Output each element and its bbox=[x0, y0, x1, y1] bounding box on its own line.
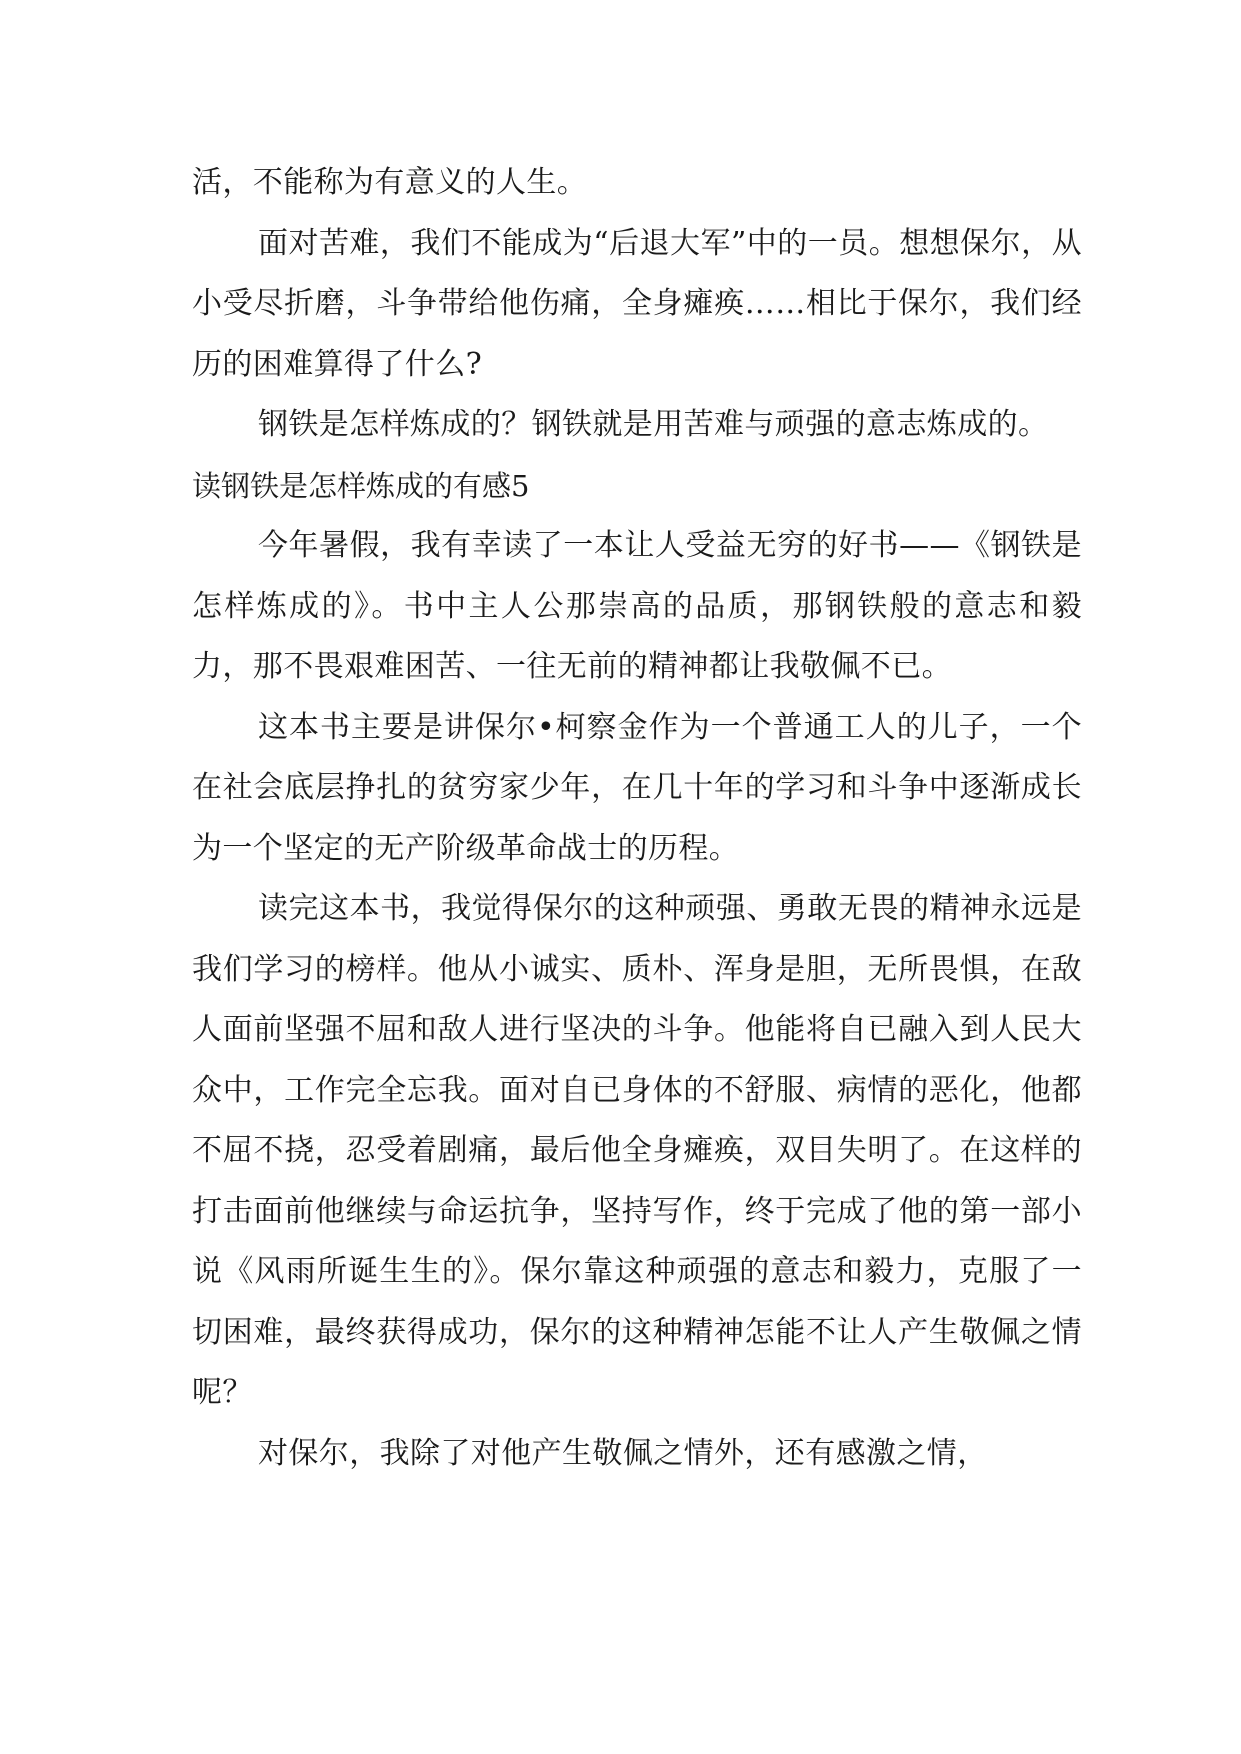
paragraph: 面对苦难，我们不能成为“后退大军”中的一员。想想保尔，从小受尽折磨，斗争带给他伤痛，全身瘫痪……相比于保尔，我们经历的困难算得了什么? bbox=[192, 225, 1082, 382]
paragraph: 对保尔，我除了对他产生敬佩之情外，还有感激之情， bbox=[258, 1435, 988, 1471]
paragraph-continuation: 活，不能称为有意义的人生。 bbox=[192, 165, 588, 200]
section-heading: 读钢铁是怎样炼成的有感5 bbox=[192, 468, 530, 503]
paragraph: 读完这本书，我觉得保尔的这种顽强、勇敢无畏的精神永远是我们学习的榜样。他从小诚实、质朴、浑身是胆，无所畏惧，在敌人面前坚强不屈和敌人进行坚决的斗争。他能将自已融入到人民大众中，工作完全忘我。面对自已身体的不舒服、病情的恶化，他都不屈不挠，忍受着剧痛，最后他全身瘫痪，双目失明了。在这样的打击面前他继续与命运抗争，坚持写作，终于完成了他的第一部小说《风雨所诞生生的》。保尔靠这种顽强的意志和毅力，克服了一切困难，最终获得成功，保尔的这种精神怎能不让人产生敬佩之情呢？ bbox=[192, 891, 1082, 1410]
paragraph: 这本书主要是讲保尔•柯察金作为一个普通工人的儿子，一个在社会底层挣扎的贫穷家少年，在几十年的学习和斗争中逐渐成长为一个坚定的无产阶级革命战士的历程。 bbox=[192, 709, 1082, 866]
paragraph: 钢铁是怎样炼成的？钢铁就是用苦难与顽强的意志炼成的。 bbox=[258, 407, 1049, 442]
paragraph: 今年暑假，我有幸读了一本让人受益无穷的好书——《钢铁是怎样炼成的》。书中主人公那崇高的品质，那钢铁般的意志和毅力，那不畏艰难困苦、一往无前的精神都让我敬佩不已。 bbox=[192, 528, 1082, 684]
document-body bbox=[192, 153, 1082, 1484]
